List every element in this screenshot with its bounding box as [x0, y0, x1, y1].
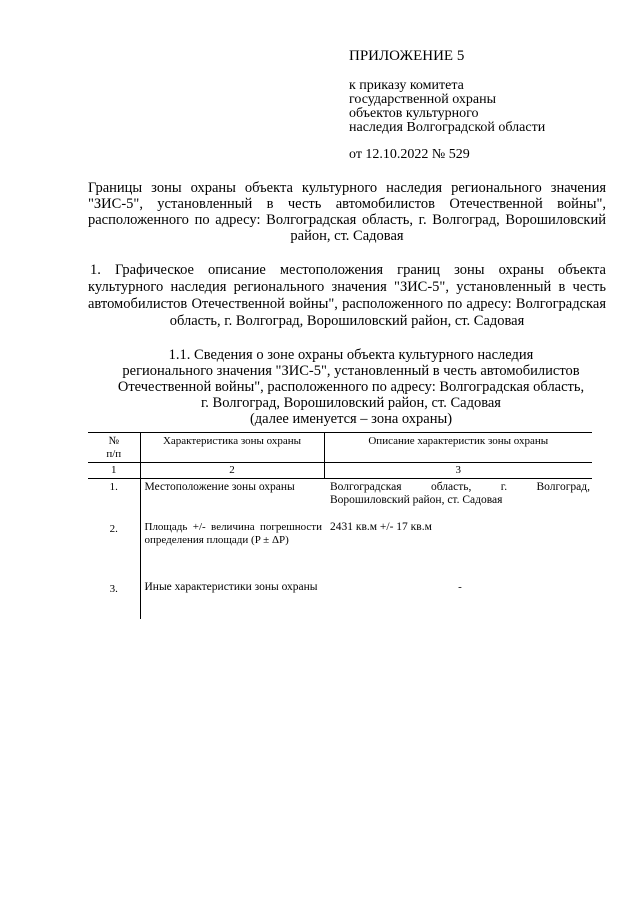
section-1-1-line: Отечественной войны", расположенного по адресу: Волгоградская область, — [117, 379, 585, 395]
row-characteristic — [140, 521, 324, 581]
order-reference — [349, 79, 599, 135]
zone-info-table — [88, 432, 592, 619]
order-date: от 12.10.2022 № 529 — [349, 147, 470, 162]
table-index-row — [88, 463, 592, 479]
document-heading: Границы зоны охраны объекта культурного наследия регионального значения "ЗИС-5", установленный в честь автомобилистов Отечественной войны", расположенного по адресу: Волгоградская область, г. Волгоград, Ворошиловский район, ст. Садовая — [88, 180, 606, 244]
header-characteristic: Характеристика зоны охраны — [140, 433, 324, 463]
appendix-title: ПРИЛОЖЕНИЕ 5 — [349, 48, 465, 64]
area-formula: (P ± ΔP) — [251, 534, 289, 546]
section-1-title: 1. Графическое описание местоположения границ зоны охраны объекта культурного наследия регионального значения "ЗИС-5", установленный в честь автомобилистов Отечественной войны", расположенного по адресу: Волгоградская область, г. Волгоград, Ворошиловский район, ст. Садовая — [88, 262, 606, 329]
index-cell: 1 — [88, 463, 140, 479]
index-cell: 2 — [140, 463, 324, 479]
header-number — [88, 433, 140, 463]
section-1-1-line: 1.1. Сведения о зоне охраны объекта культурного наследия — [168, 347, 534, 363]
row-description — [324, 581, 592, 619]
header-description: Описание характеристик зоны охраны — [324, 433, 592, 463]
order-line: государственной охраны — [349, 92, 497, 107]
table-header-row — [88, 433, 592, 463]
table-row — [88, 479, 592, 522]
header-number-line: № — [108, 435, 119, 447]
row-number: 2. — [109, 523, 118, 535]
section-1-1-line: г. Волгоград, Ворошиловский район, ст. Садовая — [201, 395, 501, 411]
section-1-1-title — [96, 347, 606, 427]
header-number-line: п/п — [106, 448, 122, 460]
index-cell: 3 — [324, 463, 592, 479]
section-1-1-line: (далее именуется – зона охраны) — [249, 411, 453, 427]
appendix-block — [349, 48, 599, 163]
row-characteristic-text: Площадь +/- величина погрешности определения площади — [144, 521, 322, 546]
empty-value-dash: - — [458, 581, 462, 593]
section-1-1-line: регионального значения "ЗИС-5", установленный в честь автомобилистов — [122, 363, 580, 379]
order-line: к приказу комитета — [349, 78, 464, 93]
row-characteristic: Местоположение зоны охраны — [140, 479, 324, 522]
table-row — [88, 521, 592, 581]
order-line: наследия Волгоградской области — [349, 120, 546, 135]
row-number: 1. — [109, 481, 118, 493]
order-line: объектов культурного — [349, 106, 479, 121]
table-row — [88, 581, 592, 619]
row-description: Волгоградская область, г. Волгоград, Ворошиловский район, ст. Садовая — [330, 481, 590, 506]
row-description: 2431 кв.м +/- 17 кв.м — [330, 521, 432, 533]
row-characteristic: Иные характеристики зоны охраны — [140, 581, 324, 619]
row-number: 3. — [109, 583, 118, 595]
